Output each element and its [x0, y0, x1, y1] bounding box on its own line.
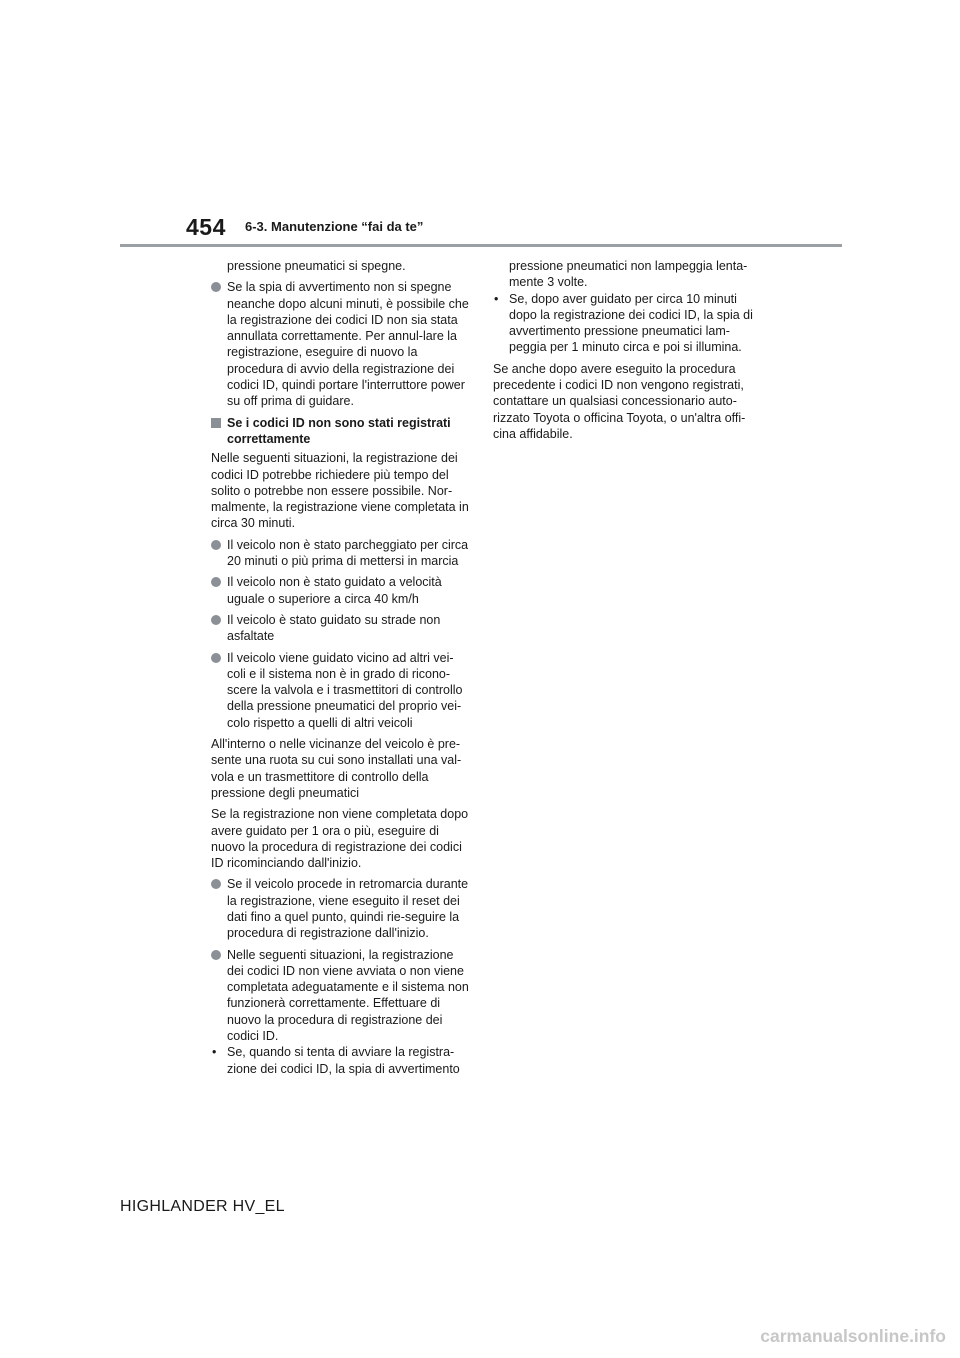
- list-item-text: Nelle seguenti situazioni, la registrazione dei codici ID non viene avviata o non viene completata adeguatamente e il sistema non funzionerà correttamente. Effettuare di nuovo la procedura di registrazione dei codici ID.: [227, 947, 469, 1044]
- paragraph: All'interno o nelle vicinanze del veicolo è pre-sente una ruota su cui sono installati una val-vola e un trasmettitore di controllo della pressione degli pneumatici: [211, 737, 462, 800]
- watermark[interactable]: carmanualsonline.info: [760, 1326, 946, 1346]
- list-item: [211, 876, 469, 941]
- left-column: [211, 258, 469, 1082]
- section-title: 6-3. Manutenzione “fai da te”: [245, 219, 424, 234]
- dash-bullet-icon: •: [494, 291, 499, 306]
- bullet-dot-icon: [211, 282, 221, 292]
- dash-bullet-icon: •: [212, 1045, 217, 1060]
- heading-text: Se i codici ID non sono stati registrati correttamente: [227, 415, 451, 446]
- list-item: [211, 947, 469, 1045]
- bullet-dot-icon: [211, 950, 221, 960]
- paragraph: Se la registrazione non viene completata dopo avere guidato per 1 ora o più, eseguire di nuovo la procedura di registrazione dei codici ID ricominciando dall'inizio.: [211, 807, 469, 871]
- subsection-heading: [211, 415, 469, 448]
- list-item: [211, 537, 469, 570]
- sub-list-item-text: Se, quando si tenta di avviare la registra-zione dei codici ID, la spia di avvertimento: [227, 1045, 460, 1076]
- paragraph: Nelle seguenti situazioni, la registrazione dei codici ID potrebbe richiedere più tempo del solito o potrebbe non essere possibile. Nor-malmente, la registrazione viene completata in circa 30 minuti.: [211, 451, 469, 531]
- continued-text: pressione pneumatici si spegne.: [227, 259, 406, 273]
- paragraph: Se anche dopo avere eseguito la procedura precedente i codici ID non vengono registrati, contattare un qualsiasi concessionario auto-rizzato Toyota o officina Toyota, o un'altra offi-cina affidabile.: [493, 361, 746, 441]
- bullet-dot-icon: [211, 540, 221, 550]
- list-item-text: Il veicolo non è stato guidato a velocità uguale o superiore a circa 40 km/h: [227, 575, 442, 606]
- page-number: 454: [186, 214, 226, 240]
- sub-list-item: [211, 1044, 469, 1077]
- sub-list-item-text: Se, dopo aver guidato per circa 10 minuti dopo la registrazione dei codici ID, la spia di avvertimento pressione pneumatici lam-peggia per 1 minuto circa e poi si illumina.: [509, 291, 753, 355]
- continued-text: pressione pneumatici non lampeggia lenta-mente 3 volte.: [509, 259, 748, 290]
- right-column: [493, 258, 755, 447]
- list-item-text: Il veicolo non è stato parcheggiato per circa 20 minuti o più prima di mettersi in marcia: [227, 537, 469, 569]
- bullet-dot-icon: [211, 577, 221, 587]
- list-item: [211, 650, 469, 731]
- list-item-text: Se la spia di avvertimento non si spegne neanche dopo alcuni minuti, è possibile che la registrazione dei codici ID non sia stata annullata correttamente. Per annul-lare la registrazione, eseguire di nuovo la procedura di avvio della registrazione dei codici ID, quindi portare l'interruttore power su off prima di guidare.: [227, 280, 469, 409]
- bullet-dot-icon: [211, 879, 221, 889]
- list-item-text: Il veicolo viene guidato vicino ad altri vei-coli e il sistema non è in grado di ricono-scere la valvola e i trasmettitori di controllo della pressione pneumatici del proprio vei-colo rispetto a quelli di altri veicoli: [227, 650, 463, 730]
- list-item: [211, 612, 469, 645]
- square-bullet-icon: [211, 418, 221, 428]
- list-item: [211, 574, 469, 607]
- sub-list-item: [493, 291, 755, 356]
- header-rule: [120, 244, 842, 247]
- list-item: [211, 279, 469, 409]
- bullet-dot-icon: [211, 653, 221, 663]
- model-footer: HIGHLANDER HV_EL: [120, 1198, 285, 1215]
- list-item-text: Se il veicolo procede in retromarcia durante la registrazione, viene eseguito il reset dei dati fino a quel punto, quindi rie-seguire la procedura di registrazione dall'inizio.: [227, 877, 469, 941]
- list-item-text: Il veicolo è stato guidato su strade non asfaltate: [227, 612, 441, 644]
- bullet-dot-icon: [211, 615, 221, 625]
